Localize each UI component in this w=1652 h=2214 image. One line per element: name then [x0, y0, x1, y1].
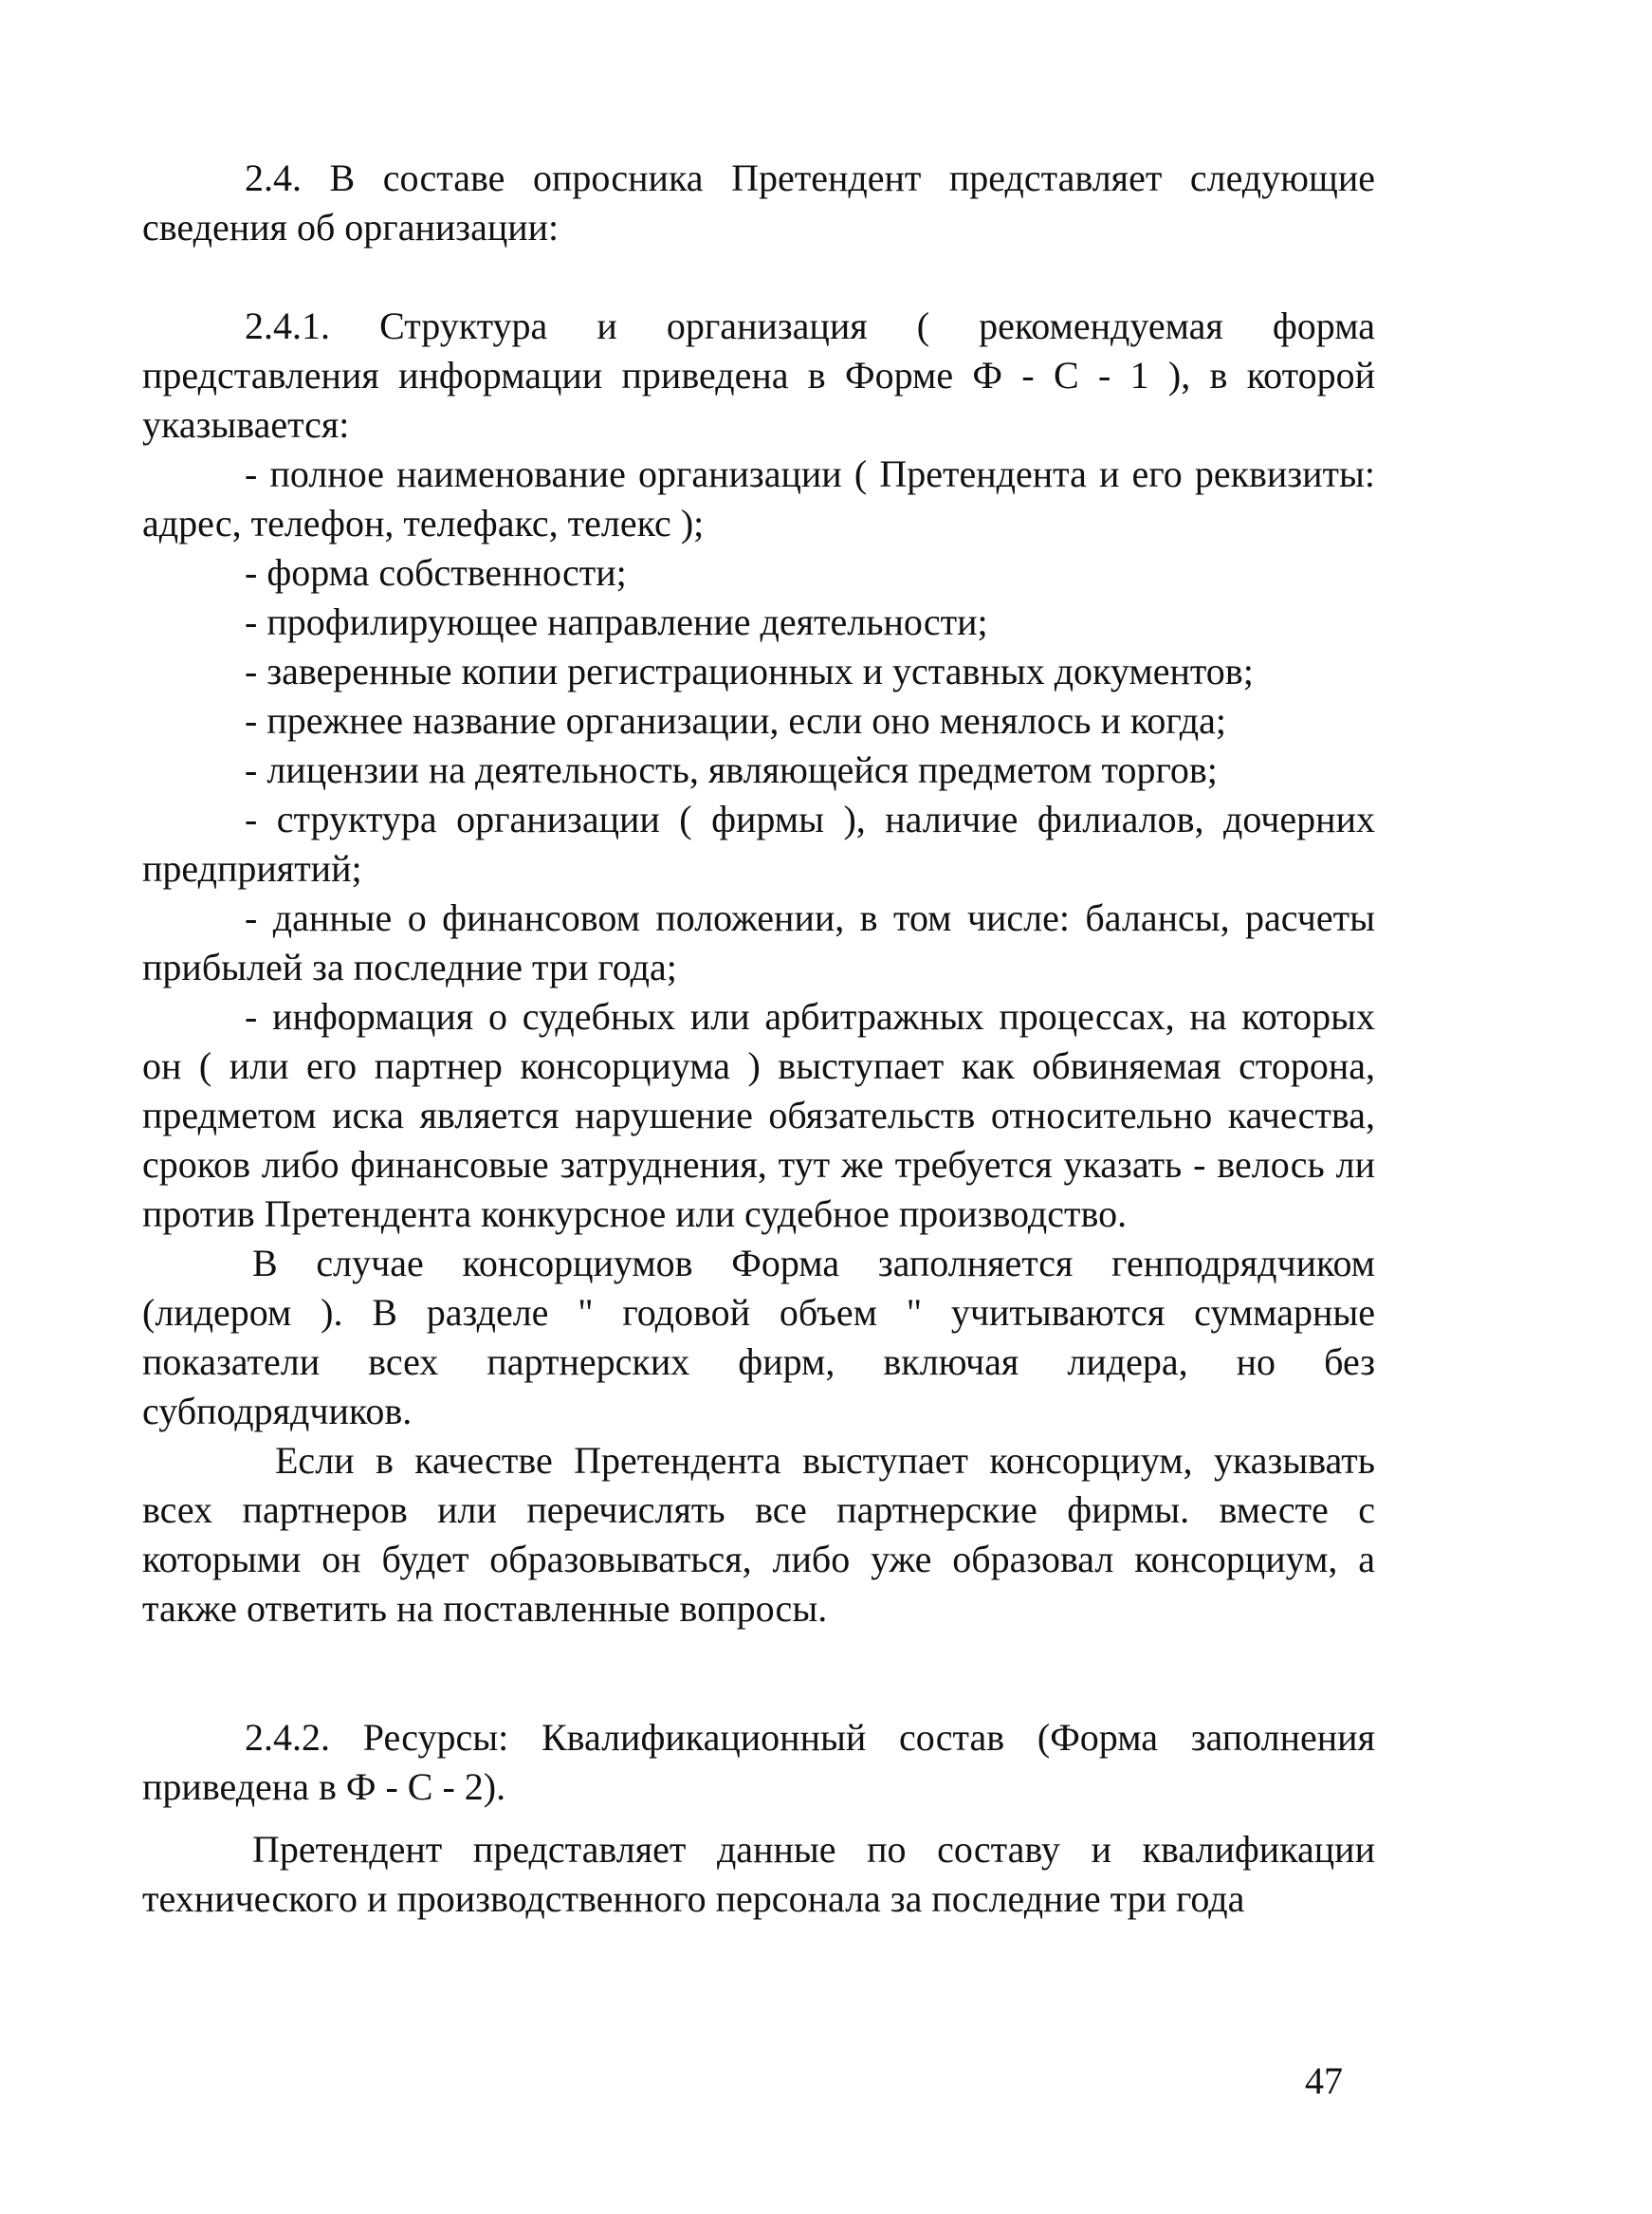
section-intro: 2.4.1. Структура и организация ( рекомендуемая форма представления информации приведена в Форме Ф - С - 1 ), в которой указывается:: [142, 304, 1375, 446]
list-item: - структура организации ( фирмы ), наличие филиалов, дочерних предприятий;: [142, 798, 1375, 890]
page-number: 47: [1305, 2059, 1343, 2102]
list-item: - данные о финансовом положении, в том числе: балансы, расчеты прибылей за последние три года;: [142, 896, 1375, 988]
list-item: - лицензии на деятельность, являющейся предметом торгов;: [245, 748, 1218, 791]
paragraph: Если в качестве Претендента выступает консорциум, указывать всех партнеров или перечислять все партнерские фирмы. вместе с которыми он будет образовываться, либо уже образовал консорциум, а также ответить на поставленные вопросы.: [142, 1439, 1375, 1630]
paragraph: 2.4. В составе опросника Претендент представляет следующие сведения об организации:: [142, 157, 1375, 249]
list-item: - полное наименование организации ( Претендента и его реквизиты: адрес, телефон, телефакс, телекс );: [142, 452, 1375, 544]
paragraph: В случае консорциумов Форма заполняется генподрядчиком (лидером ). В разделе " годовой объем " учитываются суммарные показатели всех партнерских фирм, включая лидера, но без субподрядчиков.: [142, 1242, 1375, 1432]
section-intro: 2.4.2. Ресурсы: Квалификационный состав (Форма заполнения приведена в Ф - С - 2).: [142, 1716, 1375, 1808]
list-item: - информация о судебных или арбитражных процессах, на которых он ( или его партнер консорциума ) выступает как обвиняемая сторона, предметом иска является нарушение обязательств относительно качества, сроков либо финансовые затруднения, тут же требуется указать - велось ли против Претендента конкурсное или судебное производство.: [142, 995, 1375, 1235]
paragraph: Претендент представляет данные по составу и квалификации технического и производственного персонала за последние три года: [142, 1828, 1375, 1920]
list-item: - форма собственности;: [245, 551, 627, 594]
list-item: - профилирующее направление деятельности;: [245, 600, 988, 643]
section-2-4-1: [142, 302, 1375, 1633]
section-2-4: [142, 154, 1375, 252]
section-2-4-2: [142, 1713, 1375, 1924]
list-item: - прежнее название организации, если оно менялось и когда;: [245, 699, 1226, 742]
list-item: - заверенные копии регистрационных и уставных документов;: [245, 650, 1254, 692]
